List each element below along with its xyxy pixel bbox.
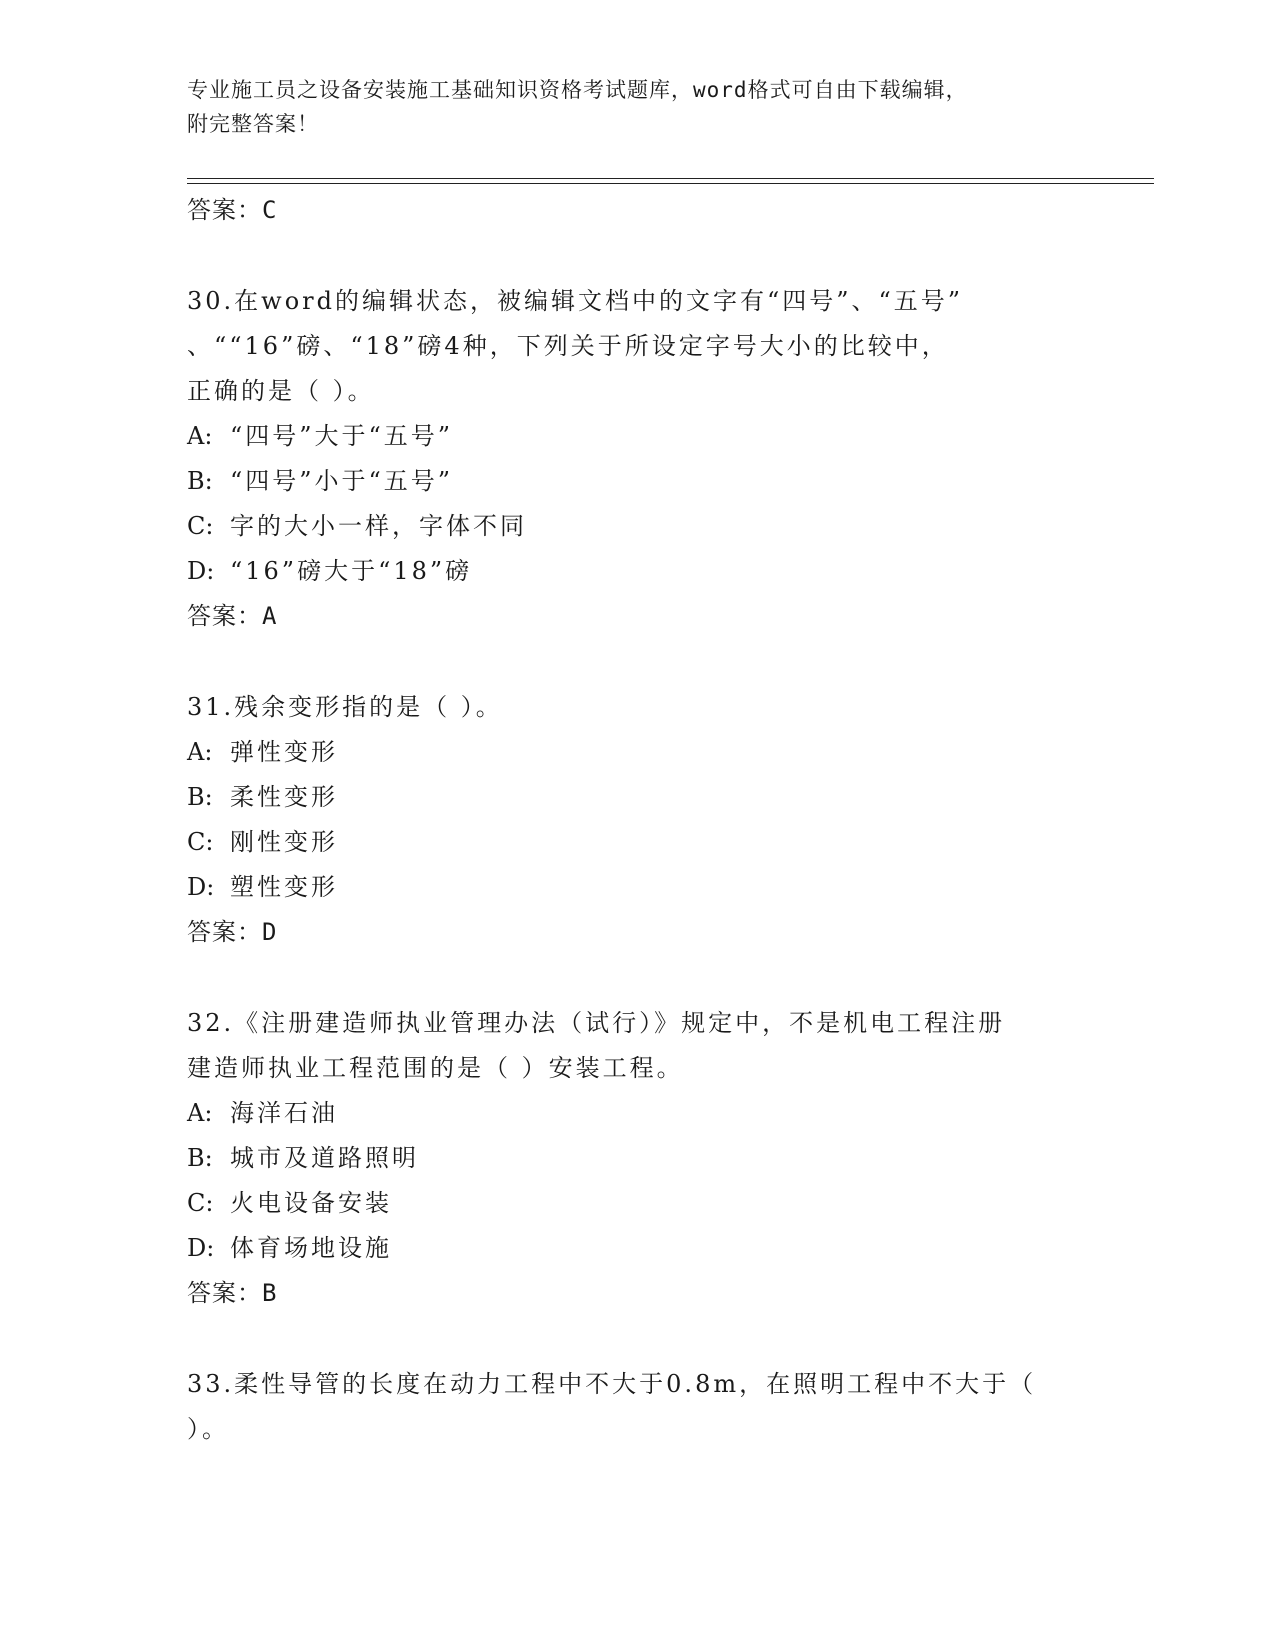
question-32 xyxy=(187,1001,1087,1316)
option-key: B: xyxy=(187,783,213,811)
answer-line xyxy=(187,1271,1087,1316)
option-d xyxy=(187,865,1087,910)
answer-value: D xyxy=(262,918,278,946)
option-key: D: xyxy=(187,1234,215,1262)
option-key: C: xyxy=(187,828,214,856)
option-text: 城市及道路照明 xyxy=(230,1144,419,1172)
option-key: D: xyxy=(187,557,215,585)
answer-label: 答案： xyxy=(187,602,262,630)
option-text: 海洋石油 xyxy=(230,1099,338,1127)
answer-line xyxy=(187,910,1087,955)
option-text: 刚性变形 xyxy=(230,828,338,856)
question-31 xyxy=(187,685,1087,955)
question-text: 正确的是（ ）。 xyxy=(187,377,375,405)
question-33 xyxy=(187,1362,1087,1452)
question-text: 31.残余变形指的是（ ）。 xyxy=(187,693,503,721)
question-text: 30.在word的编辑状态，被编辑文档中的文字有“四号”、“五号” xyxy=(187,287,964,315)
option-text: 字的大小一样，字体不同 xyxy=(230,512,527,540)
option-key: C: xyxy=(187,512,214,540)
option-text: 体育场地设施 xyxy=(230,1234,392,1262)
option-text: “四号”大于“五号” xyxy=(230,422,454,450)
answer-value: A xyxy=(262,602,278,630)
option-c xyxy=(187,820,1087,865)
header-divider-bottom xyxy=(187,183,1154,184)
option-key: A: xyxy=(187,738,213,766)
option-b xyxy=(187,775,1087,820)
option-key: A: xyxy=(187,1099,213,1127)
option-text: “四号”小于“五号” xyxy=(230,467,454,495)
option-key: D: xyxy=(187,873,215,901)
option-text: 弹性变形 xyxy=(230,738,338,766)
option-key: C: xyxy=(187,1189,214,1217)
option-d xyxy=(187,1226,1087,1271)
option-d xyxy=(187,549,1087,594)
header-line-1: 专业施工员之设备安装施工基础知识资格考试题库，word格式可自由下载编辑， xyxy=(187,78,968,102)
answer-line xyxy=(187,188,1087,233)
header-line-2: 附完整答案！ xyxy=(187,112,319,136)
header-divider-top xyxy=(187,178,1154,179)
option-b xyxy=(187,459,1087,504)
option-text: 塑性变形 xyxy=(230,873,338,901)
answer-label: 答案： xyxy=(187,918,262,946)
answer-label: 答案： xyxy=(187,196,262,224)
question-text: 32.《注册建造师执业管理办法（试行）》规定中，不是机电工程注册 xyxy=(187,1009,1006,1037)
option-key: A: xyxy=(187,422,213,450)
option-key: B: xyxy=(187,1144,213,1172)
answer-value: C xyxy=(262,196,278,224)
option-c xyxy=(187,1181,1087,1226)
option-text: “16”磅大于“18”磅 xyxy=(230,557,473,585)
question-text: ）。 xyxy=(187,1415,229,1443)
option-text: 火电设备安装 xyxy=(230,1189,392,1217)
option-a xyxy=(187,1091,1087,1136)
question-text: 建造师执业工程范围的是（ ）安装工程。 xyxy=(187,1054,684,1082)
question-30 xyxy=(187,279,1087,639)
option-b xyxy=(187,1136,1087,1181)
option-a xyxy=(187,730,1087,775)
answer-line xyxy=(187,594,1087,639)
option-c xyxy=(187,504,1087,549)
option-a xyxy=(187,414,1087,459)
answer-value: B xyxy=(262,1279,278,1307)
option-text: 柔性变形 xyxy=(230,783,338,811)
document-header xyxy=(187,73,1067,141)
question-text: 33.柔性导管的长度在动力工程中不大于0.8m，在照明工程中不大于（ xyxy=(187,1370,1037,1398)
question-text: 、““16”磅、“18”磅4种，下列关于所设定字号大小的比较中， xyxy=(187,332,949,360)
option-key: B: xyxy=(187,467,213,495)
question-list xyxy=(187,188,1087,1452)
answer-label: 答案： xyxy=(187,1279,262,1307)
